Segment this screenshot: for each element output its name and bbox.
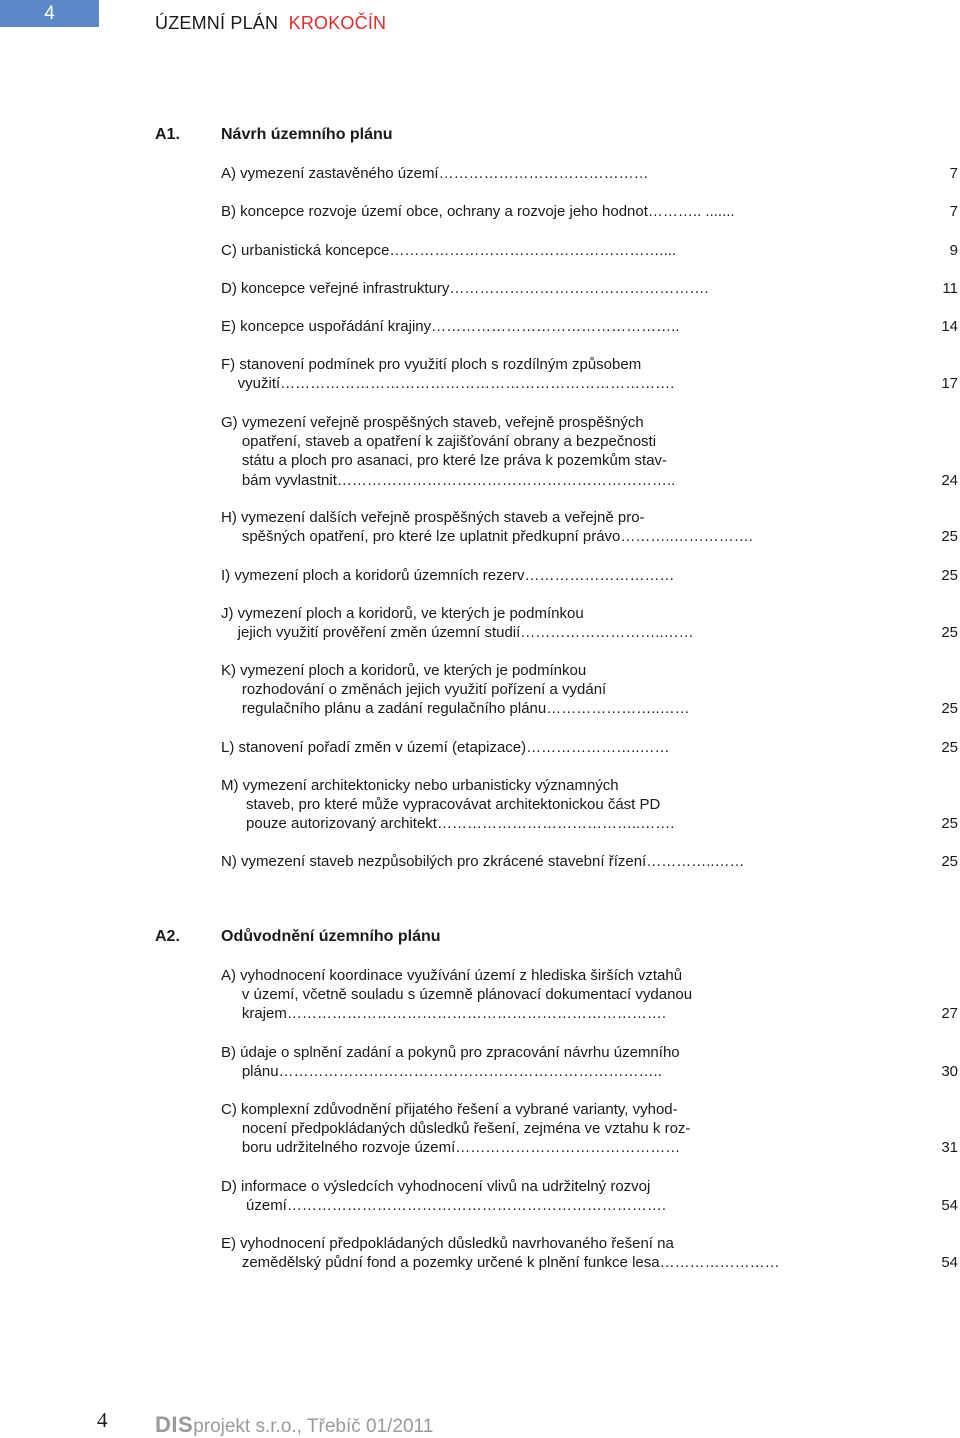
toc-entry-page: 30 — [941, 1063, 958, 1081]
toc-entry-text: K) vymezení ploch a koridorů, ve kterých je podmínkou rozhodování o změnách jejich využití pořízení a vydání regulačního plánu a zadání regulačního plánu…………………..…… — [221, 662, 690, 718]
section-number: A2. — [155, 928, 180, 945]
title-prefix: ÚZEMNÍ PLÁN — [155, 13, 279, 33]
toc-entry-page: 25 — [941, 739, 958, 756]
toc-entry-page: 25 — [941, 815, 958, 833]
toc-entry-page: 25 — [941, 567, 958, 584]
toc-entry — [221, 508, 960, 546]
footer-page-number: 4 — [97, 1408, 108, 1432]
toc-entry — [221, 738, 960, 757]
footer-company — [155, 1412, 433, 1438]
toc-entry — [221, 413, 960, 490]
toc-entry-text: J) vymezení ploch a koridorů, ve kterých je podmínkou jejich využití prověření změn územní studií………………………..…… — [221, 605, 694, 642]
toc-entry-text: H) vymezení dalších veřejně prospěšných staveb a veřejně pro- spěšných opatření, pro které lze uplatnit předkupní právo………..……………. — [221, 509, 753, 546]
toc-entry-text: I) vymezení ploch a koridorů územních rezerv………………………… — [221, 567, 675, 584]
footer-company-logo: DIS — [155, 1412, 194, 1437]
toc-entry-page: 11 — [942, 280, 958, 297]
section-title: Návrh územního plánu — [221, 126, 393, 143]
toc-entry-page: 9 — [949, 242, 958, 259]
footer-company-text: projekt s.r.o., Třebíč 01/2011 — [193, 1416, 434, 1437]
toc-entry-page: 17 — [941, 375, 958, 393]
toc-entry-text: B) údaje o splnění zadání a pokynů pro zpracování návrhu územního plánu………………………………………………………………….. — [221, 1044, 680, 1081]
toc-entry-page: 54 — [941, 1254, 958, 1272]
toc-entry — [221, 241, 960, 260]
toc-entry — [221, 852, 960, 871]
toc-entry-text: E) vyhodnocení předpokládaných důsledků navrhovaného řešení na zemědělský půdní fond a pozemky určené k plnění funkce lesa…………………… — [221, 1235, 780, 1272]
toc-entry — [221, 566, 960, 585]
toc-entry — [221, 1234, 960, 1272]
toc-entry-text: D) informace o výsledcích vyhodnocení vlivů na udržitelný rozvoj území…………………………………………………………………. — [221, 1178, 667, 1215]
toc-entry-text: C) komplexní zdůvodnění přijatého řešení a vybrané varianty, vyhod- nocení předpokládaných důsledků řešení, zejména ve vztahu k roz- boru udržitelného rozvoje území……………………………………… — [221, 1101, 691, 1157]
toc-entry-text: B) koncepce rozvoje území obce, ochrany a rozvoje jeho hodnot……….. ....... — [221, 203, 735, 220]
toc-entry-text: G) vymezení veřejně prospěšných staveb, veřejně prospěšných opatření, staveb a opatření k zajišťování obrany a bezpečnosti státu a ploch pro asanaci, pro které lze práva k pozemkům stav- bám vyvlastnit………………………………………………………….. — [221, 414, 676, 489]
toc-entry-page: 27 — [941, 1005, 958, 1023]
section-number: A1. — [155, 126, 180, 143]
toc-entry-text: A) vyhodnocení koordinace využívání území z hlediska širších vztahů v území, včetně souladu s územně plánovací dokumentací vydanou krajem…………………………………………………………………. — [221, 967, 693, 1023]
toc-entry-text: C) urbanistická koncepce……………………………………………….... — [221, 242, 677, 259]
toc-entry — [221, 355, 960, 393]
toc-entry — [221, 604, 960, 642]
toc-entry-page: 25 — [941, 853, 958, 870]
toc-entry-page: 31 — [941, 1139, 958, 1157]
section-title: Odůvodnění územního plánu — [221, 928, 441, 945]
toc-entry-page: 25 — [941, 624, 958, 642]
toc-entry-page: 25 — [941, 528, 958, 546]
toc-entry — [221, 317, 960, 336]
toc-entry — [221, 1177, 960, 1215]
toc-entry-page: 24 — [941, 471, 958, 489]
toc-entry-text: M) vymezení architektonicky nebo urbanisticky významných staveb, pro které může vypracovávat architektonickou část PD pouze autorizovaný architekt…………………………………..……. — [221, 777, 675, 833]
toc-entry — [221, 279, 960, 298]
document-title — [155, 13, 386, 34]
toc-entry-text: F) stanovení podmínek pro využití ploch s rozdílným způsobem využití……………………………………………………………………. — [221, 356, 675, 393]
toc-entry-page: 7 — [949, 203, 958, 220]
toc-entry-page: 7 — [949, 165, 958, 182]
toc-entry-page: 14 — [941, 318, 958, 335]
toc-entry — [221, 1100, 960, 1158]
toc-entry-text: N) vymezení staveb nezpůsobilých pro zkrácené stavební řízení…………..…… — [221, 853, 745, 870]
toc-entry-page: 54 — [941, 1197, 958, 1215]
toc-entry — [221, 661, 960, 719]
toc-entry — [221, 164, 960, 183]
toc-entry — [221, 202, 960, 221]
toc-entry — [221, 1043, 960, 1081]
title-municipality: KROKOČÍN — [288, 13, 387, 33]
toc-entry-page: 25 — [941, 700, 958, 718]
toc-entry — [221, 776, 960, 834]
toc-entry — [221, 966, 960, 1024]
toc-entry-text: A) vymezení zastavěného území…………………………………… — [221, 165, 649, 182]
toc-entry-text: D) koncepce veřejné infrastruktury……………………………………………. — [221, 280, 709, 297]
toc-entry-text: L) stanovení pořadí změn v území (etapizace)…………………..…… — [221, 739, 670, 756]
page-number-tab: 4 — [0, 0, 99, 27]
toc-entry-text: E) koncepce uspořádání krajiny………………………………………….. — [221, 318, 680, 335]
